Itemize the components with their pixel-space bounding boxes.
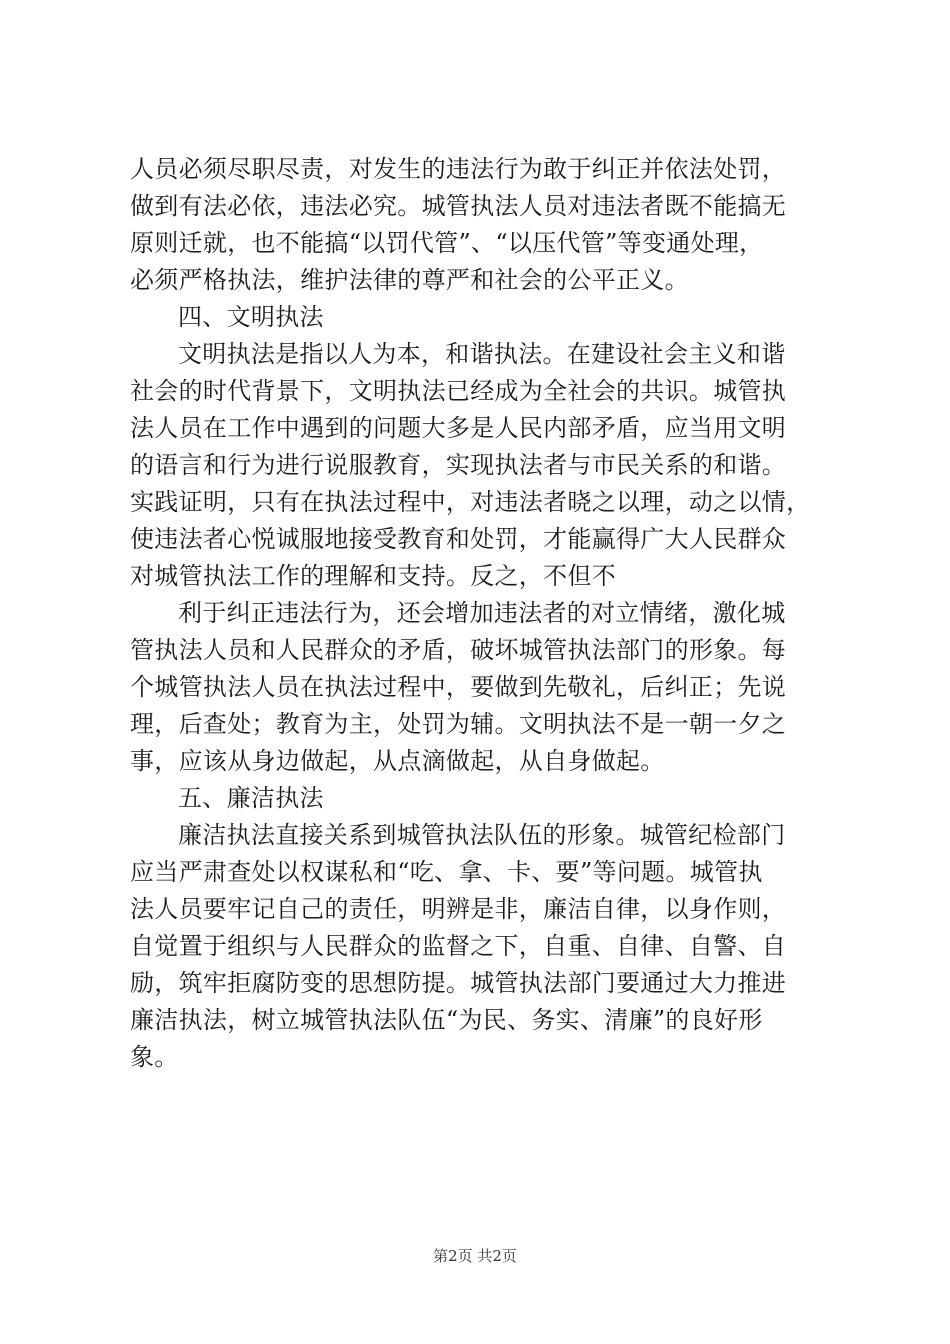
section-heading-4: 四、文明执法 <box>178 303 324 331</box>
text-line: 人员必须尽职尽责，对发生的违法行为敢于纠正并依法处罚， <box>130 155 787 183</box>
text-line: 法人员在工作中遇到的问题大多是人民内部矛盾，应当用文明 <box>130 414 787 442</box>
text-line: 理，后查处；教育为主，处罚为辅。文明执法不是一朝一夕之 <box>130 710 787 738</box>
body-text <box>130 151 840 1076</box>
text-line: 事，应该从身边做起，从点滴做起，从自身做起。 <box>130 747 665 775</box>
section-heading-5: 五、廉洁执法 <box>178 784 324 812</box>
text-line: 廉洁执法直接关系到城管执法队伍的形象。城管纪检部门 <box>178 821 786 849</box>
text-line: 廉洁执法，树立城管执法队伍“为民、务实、清廉”的良好形 <box>130 1006 763 1034</box>
text-line: 象。 <box>130 1043 179 1071</box>
text-line: 对城管执法工作的理解和支持。反之，不但不 <box>130 562 616 590</box>
text-line: 原则迁就，也不能搞“以罚代管”、“以压代管”等变通处理， <box>130 229 764 257</box>
text-line: 个城管执法人员在执法过程中，要做到先敬礼，后纠正；先说 <box>130 673 787 701</box>
text-line: 社会的时代背景下，文明执法已经成为全社会的共识。城管执 <box>130 377 787 405</box>
text-line: 使违法者心悦诚服地接受教育和处罚，才能赢得广大人民群众 <box>130 525 787 553</box>
text-line: 励，筑牢拒腐防变的思想防提。城管执法部门要通过大力推进 <box>130 969 787 997</box>
text-line: 应当严肃查处以权谋私和“吃、拿、卡、要”等问题。城管执 <box>130 858 763 886</box>
text-line: 利于纠正违法行为，还会增加违法者的对立情绪，激化城 <box>178 599 786 627</box>
text-line: 必须严格执法，维护法律的尊严和社会的公平正义。 <box>130 266 689 294</box>
text-line: 法人员要牢记自己的责任，明辨是非，廉洁自律，以身作则， <box>130 895 787 923</box>
text-line: 文明执法是指以人为本，和谐执法。在建设社会主义和谐 <box>178 340 786 368</box>
page-footer: 第2页 共2页 <box>433 1247 517 1265</box>
text-line: 实践证明，只有在执法过程中，对违法者晓之以理，动之以情， <box>130 488 811 516</box>
text-line: 管执法人员和人民群众的矛盾，破坏城管执法部门的形象。每 <box>130 636 787 664</box>
text-line: 做到有法必依，违法必究。城管执法人员对违法者既不能搞无 <box>130 192 787 220</box>
text-line: 自觉置于组织与人民群众的监督之下，自重、自律、自警、自 <box>130 932 787 960</box>
text-line: 的语言和行为进行说服教育，实现执法者与市民关系的和谐。 <box>130 451 787 479</box>
